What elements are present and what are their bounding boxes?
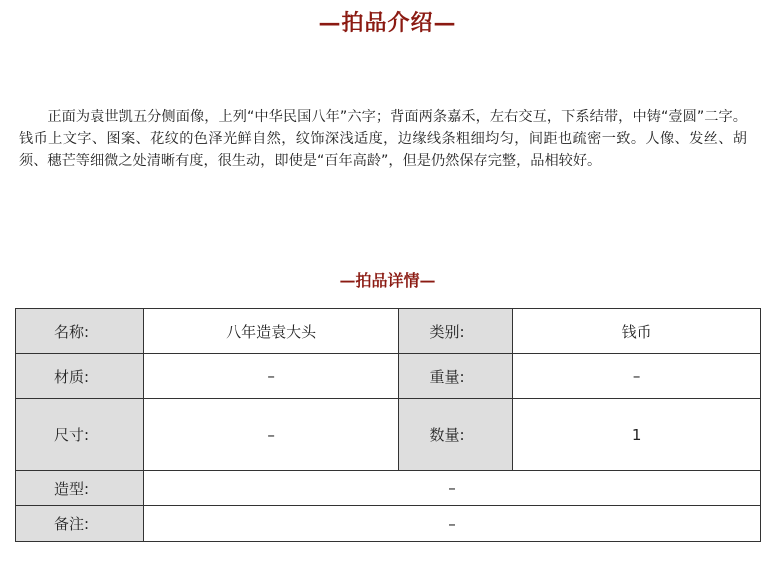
- table-row-name: [16, 309, 761, 354]
- remarks-label: 备注:: [16, 506, 144, 542]
- quantity-value: 1: [513, 399, 761, 471]
- item-description: 正面为袁世凯五分侧面像，上列“中华民国八年”六字；背面两条嘉禾，左右交互，下系结带，中铸“壹圆”二字。钱币上文字、图案、花纹的色泽光鲜自然，纹饰深浅适度，边缘线条粗细均匀，间距也疏密一致。人像、发丝、胡须、穗芒等细微之处清晰有度，很生动，即使是“百年高龄”，但是仍然保存完整，品相较好。: [19, 109, 747, 169]
- intro-section-title: —拍品介绍—: [318, 10, 457, 36]
- table-row-material: [16, 354, 761, 399]
- material-value: –: [143, 354, 399, 399]
- details-table: [15, 308, 761, 542]
- name-label: 名称:: [16, 309, 144, 354]
- material-label: 材质:: [16, 354, 144, 399]
- category-value: 钱币: [513, 309, 761, 354]
- name-value: 八年造袁大头: [143, 309, 399, 354]
- size-label: 尺寸:: [16, 399, 144, 471]
- weight-value: –: [513, 354, 761, 399]
- category-label: 类别:: [399, 309, 513, 354]
- size-value: –: [143, 399, 399, 471]
- table-row-shape: [16, 471, 761, 506]
- quantity-label: 数量:: [399, 399, 513, 471]
- shape-value: –: [143, 471, 760, 506]
- shape-label: 造型:: [16, 471, 144, 506]
- table-row-size: [16, 399, 761, 471]
- weight-label: 重量:: [399, 354, 513, 399]
- remarks-value: –: [143, 506, 760, 542]
- table-row-remarks: [16, 506, 761, 542]
- details-section-title: —拍品详情—: [339, 271, 436, 290]
